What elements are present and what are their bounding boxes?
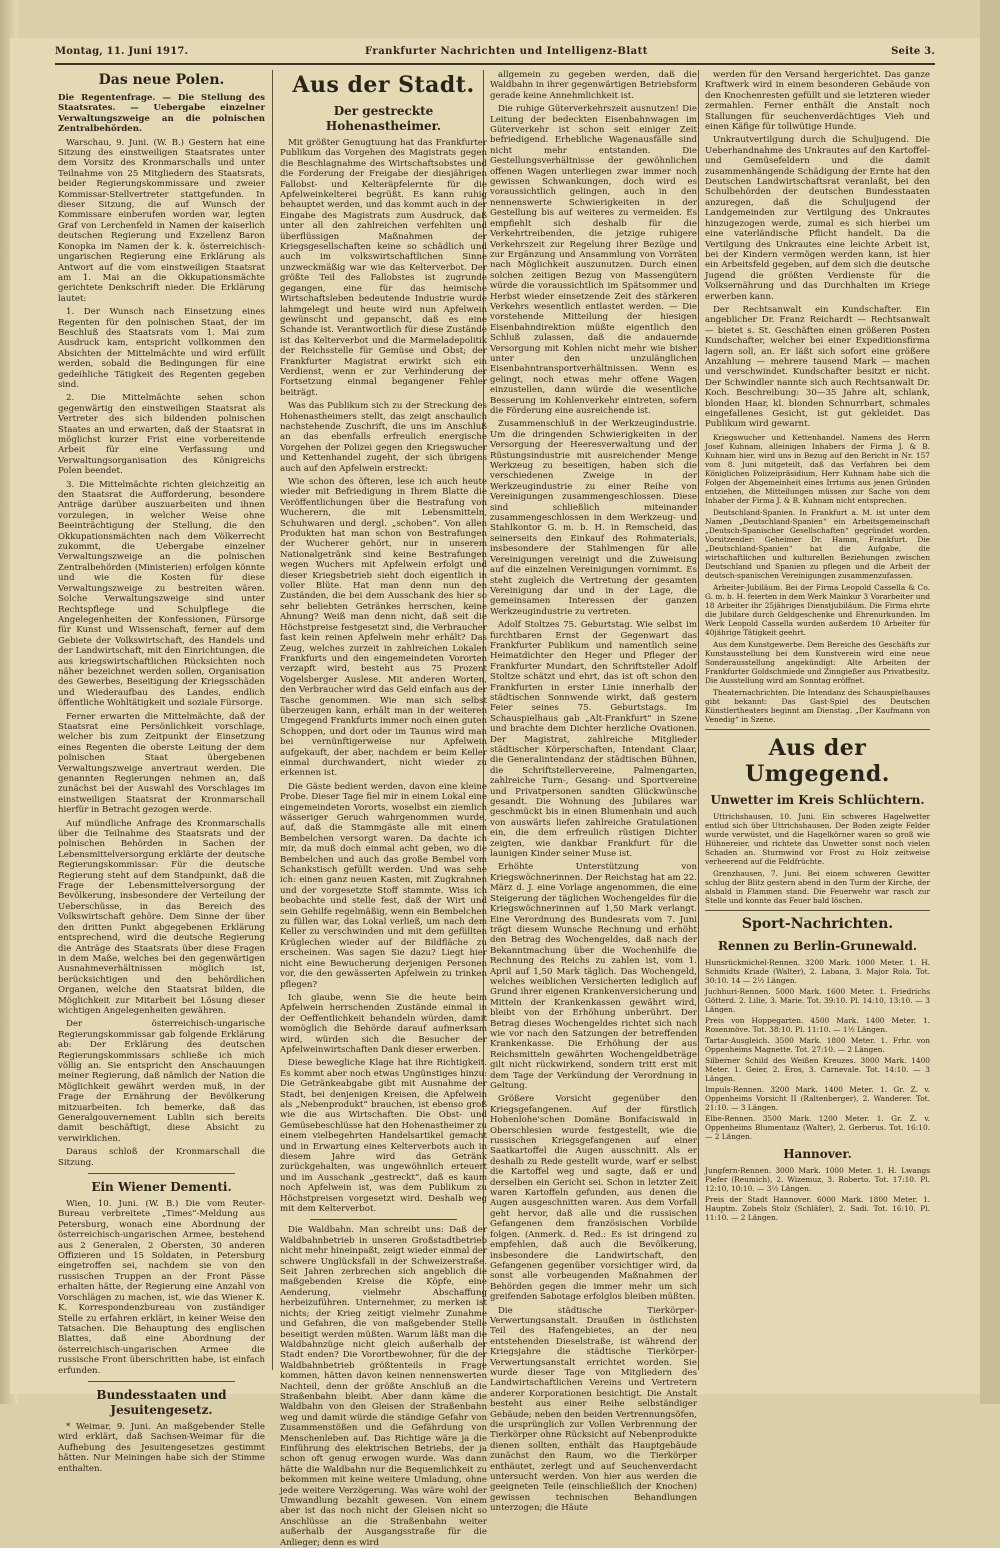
race-result: Tartar-Ausgleich. 3500 Mark. 1800 Meter. 1. Frhr. von Oppenheims Magnette. Tot. 27:10. — 2 Längen. <box>705 1035 930 1054</box>
article-paragraph: Wie schon des öfteren, lese ich auch heute wieder mit Befriedigung in Ihrem Blatte die Veröffentlichungen über die Bestrafung von Wucherern, die mit Lebensmitteln, Schuhwaren und dergl. „schoben“. Von allen Produkten hat man schon von Bestrafungen der Wucherer gehört, nur in unserem Nationalgetränk sind keine Bestrafungen wegen Wuchers mit Apfelwein erfolgt und dieser Kriegsbetrieb sieht doch eigentlich in voller Blüte. Hat man denn nun den Zuständen, die bei dem Ausschank des hier so sehr beliebten Getränkes herrschen, keine Ahnung? Weiß man denn nicht, daß seit die Höchstpreise festgesetzt sind, die Verbraucher fast kein reinen Apfelwein mehr erhält? Das Zeug, welches zurzeit in zahlreichen Lokalen Frankfurts und den eingemeindeten Vororten verzapft wird, besteht aus 75 Prozent Vogelsberger Auslese. Mit anderen Worten, den Verbraucher wird das Geld einfach aus der Tasche genommen. Wie man sich selbst überzeugen kann, erhält man in der weiteren Umgegend Frankfurts immer noch einen guten Schoppen, und dort oder im Taunus wird man bei vernünftigerweise nur Apfelwein aufgekauft, der aber, nachdem er beim Keller einmal durchwandert, nicht wieder zu erkennen ist. <box>280 477 487 779</box>
article-paragraph: Aus dem Kunstgewerbe. Dem Bereiche des Geschäfts zur Kunstausstellung bei dem Kunstverein wird eine neue Sonderausstellung angekündigt: Alte Arbeiten der Frankfurter Goldschmiede und Zinngießer aus Privatbesitz. Die Ausstellung wird am Sonntag eröffnet. <box>705 639 930 685</box>
article-paragraph: 3. Die Mittelmächte richten gleichzeitig an den Staatsrat die Aufforderung, besondere Anträge darüber auszuarbeiten und ihnen vorzulegen, in welcher Weise ohne Beeinträchtigung der Stellung, die den Okkupationsmächten nach dem Völkerrecht zukommt, die Uebergabe einzelner Verwaltungszweige an die polnischen Zentralbehörden (Ministerien) erfolgen könnte und wie die Kosten für diese Verwaltungszweige zu bestreiten wären. Solche Verwaltungszweige sind unter Rechtspflege und Schulpflege die Angelegenheiten der Konfessionen, Fürsorge für Kunst und Wissenschaft, ferner auf dem Gebiete der Volkswirtschaft, des Handels und der Landwirtschaft, mit den Einrichtungen, die aus kriegswirtschaftlichen Rücksichten noch näher bezeichnet werden sollen, Organisation des Gewerbes, Beseitigung der Kriegsschäden und Wiederaufbau des Landes, endlich öffentliche Wohltätigkeit und soziale Fürsorge. <box>58 479 265 709</box>
article-paragraph: Mit größter Genugtuung hat das Frankfurter Publikum das Vorgehen des Magistrats gegen die Beschlagnahme des Wirtschaftsobstes und die Forderung der Freigabe der diesjährigen Fallobst- und Kelteräpfelernte für die Apfelweinkelterei begrüßt. Es kann ruhig behauptet werden, und das kommt auch in der Eingabe des Magistrats zum Ausdruck, daß unter all den zahlreichen verfehlten und überflüssigen Maßnahmen der Kriegsgesellschaften keine so schädlich und auch im volkswirtschaftlichen Sinne unzweckmäßig war wie das Kelterverbot. Der größte Teil des Fallobstes ist zugrunde gegangen, eine für das heimische Wirtschaftsleben bedeutende Industrie wurde lahmgelegt und heute wird nun Apfelwein gewünscht und gepanscht, daß es eine Schande ist. Verantwortlich für diese Zustände ist das Kelterverbot und die Marmeladepolitik der Reichsstelle für Gemüse und Obst; der Frankfurter Magistrat erwirkt sich ein Verdienst, wenn er zur Verhinderung der Fortsetzung einmal begangener Fehler beiträgt. <box>280 138 487 398</box>
race-result: Elbe-Rennen. 3500 Mark. 1200 Meter. 1. Gr. Z. v. Oppenheims Blumentanz (Walter), 2. Gerberus. Tot. 16:10. — 2 Längen. <box>705 1113 930 1141</box>
column-1 <box>58 70 265 1474</box>
column-2 <box>280 70 487 1548</box>
column-separator <box>698 70 699 1370</box>
masthead <box>55 46 935 64</box>
article-paragraph: Kriegswucher und Kettenhandel. Namens des Herrn Josef Kuhnam, alleinigen Inhabers der Firma J. & B. Kuhnam hier, wird uns in Bezug auf den Bericht in Nr. 157 vom 8. Juni mitgeteilt, daß das Verfahren bei dem Königlichen Polizeipräsidium, Herr Kuhnam habe sich die Folgen der Abgemeinheit eines Irrtums aus jenen Gründen entziehen, die Mitteilungen müssen zur Sache von dem Inhaber der Firma J. & B. Kuhnam nicht entsprechen. <box>705 432 930 505</box>
article-paragraph: Die Waldbahn. Man schreibt uns: Daß der Waldbahnbetrieb in unseren Großstadtbetrieb nicht mehr hineinpaßt, zeigt wieder einmal der schwere Unglücksfall in der Schweizerstraße. Seit Jahren zerbrechen sich angeblich die maßgebenden Kreise die Köpfe, eine Aenderung, vielmehr Abschaffung herbeizuführen. Unternehmer, zu merken ist nichts; der Krieg zeitigt vielmehr Zunahme und Gefahren, die von maßgebender Stelle beseitigt werden müßten. Warum läßt man die Waldbahnzüge nicht gleich außerhalb der Stadt enden? Die Vorortbewohner, für die der Waldbahnbetrieb größtenteils in Frage kommen, hätten davon keinen nennenswerten Nachteil, denn der größte Anschluß an die Straßenbahn bleibt. Aber dann käme die Waldbahn von den Gleisen der Straßenbahn weg und damit würde die ständige Gefahr von Zusammenstößen und die Gefährdung von Menschenleben auf. Das Richtige wäre ja die Einführung des elektrischen Betriebs, der ja schon oft genug erwogen wurde. Was dann hätte die Waldbahn nur die Bequemlichkeit zu bekommen mit keine weitere Umladung, ohne jede weitere Verzögerung. Was wäre wohl der Umwandlung bezahlt gewesen. Von einem aber ist das noch nicht der Gleisen nicht so Anschlüsse an die Straßenbahn weiter außerhalb der Ausgangsstraße für die Anlieger; denn es wird <box>280 1225 487 1548</box>
masthead-page-number: Seite 3. <box>891 46 935 57</box>
section-title-aus-der-stadt: Aus der Stadt. <box>292 72 475 98</box>
article-paragraph: Diese bewegliche Klage hat ihre Richtigkeit. Es kommt aber noch etwas Ungünstiges hinzu: Die Getränkeabgabe gibt mit Ausnahme der Stadt, bei denjenigen Kreisen, die Apfelwein als „Nebenprodukt“ brauchen, ist ebenso groß wie die aus Wirtschaften. Die Obst- und Gemüsebeschlüsse hat den Hohenastheimer zu einem vielbegehrten Handelsartikel gemacht und in Erwartung eines Kelterverbots auch in diesem Jahre wird das Getränk zurückgehalten, was ungewöhnlich erteuert und im Ausschank „gestreckt“, daß es kaum noch Apfelwein ist, was dem Publikum zu Höchstpreisen vorgesetzt wird. Deshalb weg mit dem Kelterverbot. <box>280 1058 487 1215</box>
section-title-aus-der-umgegend: Aus der Umgegend. <box>745 734 890 787</box>
article-paragraph: Was das Publikum sich zu der Streckung des Hohenastheimers stellt, das zeigt anschaulich nachstehende Zuschrift, die uns im Anschluß an das ebenfalls erfreulich energische Vorgehen der Polizei gegen den Kriegswucher und Kettenhandel zugeht, der sich übrigens auch auf den Apfelwein erstreckt: <box>280 401 487 474</box>
masthead-rule <box>55 63 935 65</box>
article-paragraph: Ferner erwarten die Mittelmächte, daß der Staatsrat eine Persönlichkeit vorschlage, welcher bis zum Zeitpunkt der Einsetzung eines Regenten die oberste Leitung der dem polnischen Staat übergebenen Verwaltungszweige anvertraut werden. Die genannten Regierungen nehmen an, daß zunächst bei der Auswahl des Vorschlages im einstweiligen Staatsrat der Kronmarschall hierfür in Betracht gezogen werde. <box>58 711 265 816</box>
article-paragraph: Arbeiter-Jubiläum. Bei der Firma Leopold Cassella & Co. G. m. b. H. feierten in dem Werk Mainkur 3 Vorarbeiter und 18 Arbeiter ihr 25jähriges Dienstjubiläum. Die Firma ehrte die Jubilare durch Geldgeschenke und Ehrenurkunden. Im Werk Leopold Cassella wurden außerdem 10 Arbeiter für 40jährige Tätigkeit geehrt. <box>705 582 930 637</box>
article-paragraph: * Weimar, 9. Juni. An maßgebender Stelle wird erklärt, daß Sachsen-Weimar für die Aufhebung des Jesuitengesetzes gestimmt hätten. Nur Meiningen habe sich der Stimme enthalten. <box>58 1421 265 1474</box>
article-paragraph: Die Gäste bedient werden, davon eine kleine Probe. Dieser Tage fiel mir in einem Lokal eine eingemeindeten Vororts, woselbst ein ziemlich wässeriger Geruch wahrgenommen wurde, auf, daß die Stammgäste alle mit einem Bembelchen versorgt waren. Da dachte ich mir, da muß doch einmal acht geben, wo die Bembelchen und auch das große Bembel vom Schankstisch gefüllt werden. Und was sehe ich: einen ganz neuen Kasten, mit Zugkrahnen und der vorgesetzte Stoff stammte. Wiss ich beobachte und stelle fest, daß der Wirt und sein Gehilfe regelmäßig, wenn ein Bembelchen zu füllen war, das Lokal verließ, um nach dem Keller zu verschwinden und mit dem gefüllten Krüglechen wieder auf der Bildfläche zu erscheinen. Was sagen Sie dazu? Liegt hier nicht eine Bewucherung derjenigen Personen vor, die den gewässerten Apfelwein zu trinken pflegen? <box>280 781 487 990</box>
article-title-berlin-grunewald: Rennen zu Berlin-Grunewald. <box>717 938 918 953</box>
article-paragraph: Deutschland-Spanien. In Frankfurt a. M. ist unter dem Namen „Deutschland-Spanien“ ein Arbeitsgemeinschaft „Deutsch-Spanischer Gesellschaften“ gegründet worden. Vorsitzender: Geheimer Dr. Hamm, Frankfurt. Die „Deutschland-Spanien“ hat die Aufgabe, die wirtschaftlichen und kulturellen Beziehungen zwischen Deutschland und Spanien zu pflegen und die Arbeit der deutsch-spanischen Vereinigungen zusammenzufassen. <box>705 507 930 580</box>
article-paragraph: Unkrautvertilgung durch die Schuljugend. Die Ueberhandnahme des Unkrautes auf den Kartoffel- und Gemüsefeldern und die damit zusammenhängende Schädigung der Ernte hat den Deutschen Landwirtschaftsrat veranlaßt, bei den Schulbehörden der deutschen Bundesstaaten anzuregen, daß die Schuljugend der Landgemeinden zur Vertilgung des Unkrautes hinzugezogen werde, zumal es sich hierbei um eine vaterländische Pflicht handelt. Da die Vertilgung des Unkrautes eine leichte Arbeit ist, bei der Kindern vermögen werden kann, ist hier ein Arbeitsfeld gegeben, auf dem sich die deutsche Jugend die größten Verdienste für die Volksernährung und das Durchhalten im Kriege erwerben kann. <box>705 135 930 302</box>
article-paragraph: Warschau, 9. Juni. (W. B.) Gestern hat eine Sitzung des einstweiligen Staatsrates unter dem Vorsitz des Kronmarschalls und unter Teilnahme von 25 Mitgliedern des Staatsrats, beider Regierungskommissare und zweier Kommissar-Stellvertreter stattgefunden. In dieser Sitzung, die auf Wunsch der Kommissare einberufen worden war, legten Graf von Lerchenfeld in Namen der kaiserlich deutschen Regierung und Exzellenz Baron Konopka im Namen der k. k. österreichisch-ungarischen Regierung eine Erklärung als Antwort auf die vom einstweiligen Staatsrat am 1. Mai an die Okkupationsmächte gerichtete Denkschrift nieder. Die Erklärung lautet: <box>58 137 265 304</box>
article-paragraph: Ich glaube, wenn Sie die heute beim Apfelwein herrschenden Zustände einmal in der Oeffentlichkeit behandeln würden, damit womöglich die Behörde darauf aufmerksam wird, würden sich die Besucher der Apfelweinwirtschaften Dank dieser erwerben. <box>280 992 487 1055</box>
section-divider <box>88 1381 235 1382</box>
race-result: Impuls-Rennen. 3200 Mark. 1400 Meter. 1. Gr. Z. v. Oppenheims Vorsicht II (Raltenberger), 2. Wanderer. Tot. 21:10. — 3 Längen. <box>705 1084 930 1112</box>
section-divider <box>88 1173 235 1174</box>
article-paragraph: Größere Vorsicht gegenüber den Kriegsgefangenen. Auf der fürstlich Hohenlohe'schen Domäne Bonifaciswald in Oberschlesien wurde festgestellt, wie die russischen Kriegsgefangenen auf einer Saatkartoffel die Augen ausschnitt. Als er deshalb zu Rede gestellt wurde, warf er selbst die Kartoffel weg und sagte, daß er und derselben ein Gericht sei. Schon in letzter Zeit waren Kartoffeln gefunden, aus denen die Augen ausgeschnitten waren. Aus dem Vorfall geht hervor, daß alle und die russischen Gefangenen dem französischen Vorbilde folgen. (Anmerk. d. Red.: Es ist dringend zu empfehlen, daß auch die Bevölkerung, insbesondere die Landwirtschaft, den Gefangenen gegenüber vorsichtiger wird, da sonst alle vorbeugenden Maßnahmen der Behörden gegen die immer mehr um sich greifenden Sabotage erfolglos bleiben müßten. <box>490 1094 697 1303</box>
article-paragraph: Der österreichisch-ungarische Regierungskommissar gab folgende Erklärung ab: Der Erklärung des deutschen Regierungskommissars schließe ich mich völlig an. Sie entspricht den Anschauungen meiner Regierung, daß nämlich der Nation die Möglichkeit gewährt werden muß, in der Frage der Ernährung der Bevölkerung mitzuarbeiten. Ich bemerke, daß das Generalgouvernement Lublin sich bereits damit beschäftigt, diese Absicht zu verwirklichen. <box>58 1019 265 1144</box>
article-paragraph: Die städtische Tierkörper-Verwertungsanstalt. Draußen in östlichsten Teil des Hafengebietes, an der neu entstehenden Dieselstraße, ist während der Kriegsjahre die städtische Tierkörper-Verwertungsanstalt errichtet worden. Sie wurde dieser Tage von Mitgliedern des Landwirtschaftlichen Vereins und Vertretern anderer Korporationen besichtigt. Die Anstalt besteht aus einer Reihe selbständiger Gebäude; neben den beiden Vertrennungsöfen, die ursprünglich zur Vollen Verbrennung der Tierkörper ohne Rücksicht auf Nebenprodukte dienen sollten, enthält das Hauptgebäude zunächst den Raum, wo die Tierkörper enthäutet, zerlegt und auf Seuchenverdacht untersucht werden. Von hier aus werden die geeigneten Teile (einschließlich der Knochen) gewissen technischen Behandlungen unterzogen; die Häute <box>490 1305 697 1514</box>
article-paragraph: Erhöhte Unterstützung von Kriegswöchnerinnen. Der Reichstag hat am 22. März d. J. eine Vorlage angenommen, die eine Steigerung der täglichen Wochengeldes für die Kriegswöchnerinnen auf 1,50 Mark verlangt. Eine Verordnung des Bundesrats vom 7. Juni trägt diesem Wunsche Rechnung und erhöht den Betrag des Wochengeldes, daß nach der Bekanntmachung über die Wochenhilfe die Rechnung des Reichs zu zahlen ist, vom 1. April auf 1,50 Mark täglich. Das Wochengeld, welches weiblichen Versicherten lediglich auf Grund ihrer eigenen Krankenversicherung und Mitteln der Krankenkassen gewährt wird, bleibt von der Erhöhung unberührt. Der Betrag dieses Wochengeldes richtet sich nach wie vor nach den Satzungen der betreffenden Krankenkasse. Die Erhöhung der aus Reichsmitteln gewährten Wochengeldbeträge gilt nicht rückwirkend, sondern tritt erst mit dem Tage der Verkündung der Verordnung in Geltung. <box>490 862 697 1091</box>
article-paragraph: Auf mündliche Anfrage des Kronmarschalls über die Teilnahme des Staatsrats und der polnischen Behörden in Sachen der Lebensmittelversorgung erklärte der deutsche Regierungskommissar: Für die deutsche Regierung steht auf dem Standpunkt, daß die Frage der Lebensmittelversorgung der Bevölkerung, insbesondere der Verteilung der Ueberschüsse, in das Bereich des Volkswirtschaft gehöre. Dem Sinne der über den dritten Punkt abgegebenen Erklärung entsprechend, wird die deutsche Regierung die Anträge des Staatsrats über diese Fragen in dem Maße, welches bei den gegenwärtigen Ausnahmeverhältnissen möglich ist, berücksichtigen und den behördlichen Organen, welche den Staatsrat bilden, die Möglichkeit zur Mitarbeit bei Lösung dieser wichtigen Angelegenheiten gewähren. <box>58 818 265 1016</box>
race-result: Jungfern-Rennen. 3000 Mark. 1000 Meter. 1. H. Lwangs Piefer (Reumich), 2. Wizemuz, 3. Roberto. Tot. 17:10. Pl. 12:10, 10:10. — 3½ Längen. <box>705 1165 930 1193</box>
race-result: Preis der Stadt Hannover. 6000 Mark. 1800 Meter. 1. Hauptm. Zobels Stolz (Schläfer), 2. Sadi. Tot. 16:10. Pl. 11:10. — 2 Längen. <box>705 1194 930 1222</box>
column-3 <box>490 70 697 1514</box>
article-title-wiener-dementi: Ein Wiener Dementi. <box>91 1180 232 1195</box>
article-paragraph: 2. Die Mittelmächte sehen schon gegenwärtig den einstweiligen Staatsrat als Vertreter des sich bildenden polnischen Staates an und erwarten, daß der Staatsrat in möglichst kurzer Frist eine vorbereitende Arbeit für eine Verfassung und Verwaltungsorganisation des Königreichs Polen beendet. <box>58 393 265 477</box>
article-paragraph: Adolf Stoltzes 75. Geburtstag. Wie selbst im furchtbaren Ernst der Gegenwart das Frankfurter Publikum und namentlich seine Heimatdichter den Heger und Pfleger der Frankfurter Mundart, den Schriftsteller Adolf Stoltze schätzt und ehrt, das ist oft schon den Frankfurten in erster Linie innerhalb der städtischen Sonnwende wirkt, daß gestern Feier seines 75. Geburtstags. Im Schauspielhaus gab „Alt-Frankfurt“ in Szene und brachte dem Dichter herzliche Ovationen. Der Magistrat, zahlreiche Mitglieder städtischer Körperschaften, Intendant Claar, die Generalintendanz der städtischen Bühnen, die Schriftstellervereine, Palmengarten, zahlreiche Turn-, Gesang- und Sportvereine und Privatpersonen sandten Glückwünsche gesandt. Die Wohnung des Jubilares war geschmückt bis in einen Blumenhain und auch von auswärts liefen zahlreiche Gratulationen ein, die dem erfreulich rüstigen Dichter zeigten, wie dankbar Frankfurt für die launigen Kinder seiner Muse ist. <box>490 620 697 860</box>
section-title-sport: Sport-Nachrichten. <box>741 915 894 932</box>
article-title-hannover: Hannover. <box>783 1146 852 1161</box>
article-paragraph: Der Rechtsanwalt ein Kundschafter. Ein angeblicher Dr. Franz Reichardt — Rechtsanwalt — bietet s. St. Geschäften einen größeren Posten Kundschafter, welcher bei einer Expeditionsfirma lagern soll, an. Er läßt sich sofort eine größere Anzahlung — mehrere tausend Mark — machen und verschwindet. Kundschafter besitzt er nicht. Der Schwindler nannte sich auch Rechtsanwalt Dr. Koch. Beschreibung: 30—35 Jahre alt, schlank, blonden Haar, kl. blonden Schnurrbart, schmales eingefallenes Gesicht, ist gut gekleidet. Das Publikum wird gewarnt. <box>705 304 930 430</box>
race-result: Hunsrückmichel-Rennen. 3200 Mark. 1000 Meter. 1. H. Schmidts Kriade (Walter), 2. Labana, 3. Major Rola. Tot. 30:10. 14 — 2½ Längen. <box>705 957 930 985</box>
article-paragraph: allgemein zu gegeben werden, daß die Waldbahn in ihrer gegenwärtigen Betriebsform gerade keine Annehmlichkeit ist. <box>490 70 697 101</box>
section-divider <box>705 729 930 730</box>
race-result: Silberner Schild des Weißen Kreuzes. 3000 Mark. 1400 Meter. 1. Geier, 2. Eros, 3. Carnevale. Tot. 14:10. — 3 Längen. <box>705 1055 930 1083</box>
article-paragraph: Theaternachrichten. Die Intendanz des Schauspielhauses gibt bekannt: Das Gast-Spiel des Deutschen Künstlertheaters beginnt am Dienstag. „Der Kaufmann von Venedig“ in Szene. <box>705 687 930 724</box>
section-divider <box>705 910 930 911</box>
race-result: Preis von Hoppegarten. 4500 Mark. 1400 Meter. 1. Rosenmöve. Tot. 38:10. Pl. 11:10. — 1½ Längen. <box>705 1015 930 1034</box>
article-title-das-neue-polen: Das neue Polen. <box>98 72 225 88</box>
page-binding-edge <box>980 0 1000 1404</box>
article-paragraph: Die ruhige Güterverkehrszeit ausnutzen! Die Leitung der bedeckten Eisenbahnwagen im Güterverkehr ist schon seit einiger Zeit befriedigend. Erhebliche Wagenausfälle sind nicht mehr entstanden. Die Gestellungsverhältnisse der gewöhnlichen offenen Wagen unterliegen zwar immer noch gewissen Schwankungen, doch wird es voraussichtlich gelingen, auch in den nennenswerte Schwierigkeiten in der Gestellung bis auf weiteres zu vermeiden. Es empfiehlt sich deshalb für die Verkehrtreibenden, die jetzige ruhigere Verkehrszeit zur Regelung ihrer Bezüge und zur Ergänzung und Ansammlung von Vorräten nach Möglichkeit auszunutzen. Durch einen solchen zeitigen Bezug von Massengütern würde die voraussichtlich im Spätsommer und Herbst wieder einsetzende Zeit des stärkeren Verkehrs wesentlich entlastet werden. — Die vorstehende Mitteilung der hiesigen Eisenbahndirektion müßte eigentlich den Schluß zulassen, daß die andauernde Versorgung mit Kohlen nicht mehr wie bisher unter den unzulänglichen Eisenbahntransportverhältnissen. Wenn es gelingt, noch etwas mehr offene Wagen einzustellen, dann würde die wesentliche Besserung im Kohlenverkehr eintreten, sofern die Förderung eine ausreichende ist. <box>490 104 697 416</box>
article-paragraph: Wien, 10. Juni. (W. B.) Die vom Reuter-Bureau verbreitete „Times“-Meldung aus Petersburg, wonach eine Abordnung der österreichisch-ungarischen Armee, bestehend aus 2 Generalen, 2 Obersten, 30 anderen Offizieren und 15 Soldaten, in Petersburg eingetroffen sei, nachdem sie von den russischen Truppen an der Front Pässe erhalten hätte, der Regierung eine Anzahl von Vorschlägen zu machen, ist, wie das Wiener K. K. Korrespondenzbureau von zuständiger Stelle zu erfahren erklärt, in keiner Weise den Tatsachen. Die Behauptung des englischen Blattes, daß eine Abordnung der österreichisch-ungarischen Armee die russische Front überschritten habe, ist einfach erfunden. <box>58 1199 265 1376</box>
masthead-paper-title: Frankfurter Nachrichten und Intelligenz-Blatt <box>365 46 648 57</box>
article-paragraph: Grenzhausen, 7. Juni. Bei einem schweren Gewitter schlug der Blitz gestern abend in den Turm der Kirche, der alsbald in Flammen stand. Die Feuerwehr war rasch zur Stelle und konnte das Feuer bald löschen. <box>705 868 930 905</box>
article-lead: Die Regentenfrage. — Die Stellung des Staatsrates. — Uebergabe einzelner Verwaltungszweige an die polnischen Zentralbehörden. <box>58 93 265 135</box>
article-paragraph: Uttrichshausen, 10. Juni. Ein schweres Hagelwetter entlud sich über Uttrichshausen. Der Boden zeigte Felder wurde verwüstet, und die Hagelkörner waren so groß wie Hühnereier, und richtete das Unwetter sonst noch vielen Schaden an. Sturmwind vor Frost zu Holz zeitweise verheerend auf die Feldfrüchte. <box>705 811 930 866</box>
column-separator <box>272 70 273 1370</box>
masthead-date: Montag, 11. Juni 1917. <box>55 46 189 57</box>
article-title-unwetter: Unwetter im Kreis Schlüchtern. <box>710 792 925 807</box>
race-result: Juchhuri-Rennen. 5000 Mark. 1600 Meter. 1. Friedrichs Götterd. 2. Lilie, 3. Marie. Tot. 39:10. Pl. 14:10, 13:10. — 3 Längen. <box>705 986 930 1014</box>
article-paragraph: werden für den Versand hergerichtet. Das ganze Kraftwerk wird in einem besonderen Gebäude von den Knochenresten gefüllt und sie letzteren wieder zermahlen. Ferner enthält die Anstalt noch Stallungen für seuchenverdächtiges Vieh und einen Käfige für tollwütige Hunde. <box>705 70 930 133</box>
article-title-jesuitengesetz: Bundesstaaten und Jesuitengesetz. <box>96 1387 227 1417</box>
article-paragraph: Zusammenschluß in der Werkzeugindustrie. Um die dringenden Schwierigkeiten in der Versorgung der Heeresverwaltung und der Rüstungsindustrie mit ausreichender Menge Werkzeug zu beseitigen, haben sich die verschiedenen Zweige in der Werkzeugindustrie zu einer Reihe von Vereinigungen zusammengeschlossen. Diese sind schließlich miteinander zusammengeschlossen in dem Werkzeug- und Stahlkontor G. m. b. H. in Remscheid, das seinerseits den Einkauf des Rohmaterials, insbesondere der Stahlmengen für alle Vereinigungen vereinigt und die Zuweisung auf die einzelnen Vereinigungen vornimmt. Es steht zugleich die Vertretung der gesamten Vereinigung dar und in der Lage, die gemeinsamen Interessen der ganzen Werkzeugindustrie zu vertreten. <box>490 419 697 617</box>
article-title-hohenastheimer: Der gestreckte Hohenastheimer. <box>325 104 442 133</box>
column-4 <box>705 70 930 1378</box>
section-divider <box>310 1219 457 1220</box>
article-paragraph: 1. Der Wunsch nach Einsetzung eines Regenten für den polnischen Staat, der im Beschluß des Staatsrats vom 1. Mai zum Ausdruck kam, entspricht vollkommen den Absichten der Mittelmächte und wird erfüllt werden, sobald die Bedingungen für eine gedeihliche Tätigkeit des Regenten gegeben sind. <box>58 307 265 390</box>
article-paragraph: Daraus schloß der Kronmarschall die Sitzung. <box>58 1147 265 1168</box>
